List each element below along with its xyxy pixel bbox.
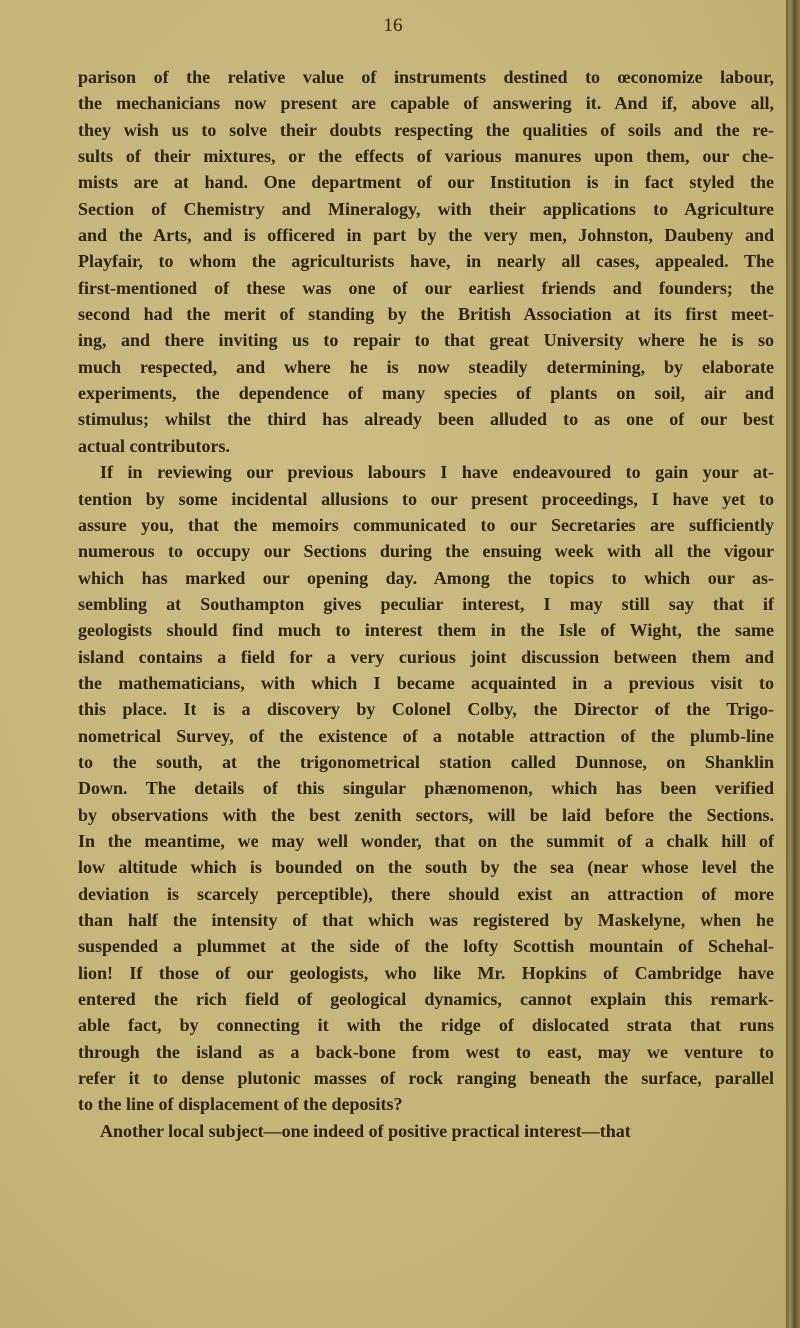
text-line: suspended a plummet at the side of the lofty Scottish mountain of Schehal- bbox=[78, 936, 774, 957]
text-line: second had the merit of standing by the British Association at its first meet- bbox=[78, 304, 774, 325]
text-line: parison of the relative value of instruments destined to œconomize labour, bbox=[78, 67, 774, 87]
text-line: than half the intensity of that which was registered by Maskelyne, when he bbox=[78, 910, 774, 930]
text-line: In the meantime, we may well wonder, that on the summit of a chalk hill of bbox=[78, 830, 774, 851]
text-line: ing, and there inviting us to repair to that great University where he is so bbox=[78, 330, 774, 351]
text-line: sembling at Southampton gives peculiar interest, I may still say that if bbox=[78, 593, 774, 614]
text-line: Down. The details of this singular phænomenon, which has been verified bbox=[78, 778, 774, 799]
text-line: the mathematicians, with which I became acquainted in a previous visit to bbox=[78, 672, 774, 693]
text-line: If in reviewing our previous labours I have endeavoured to gain your at- bbox=[100, 462, 774, 483]
text-line: sults of their mixtures, or the effects of various manures upon them, our che- bbox=[78, 146, 774, 167]
text-line: they wish us to solve their doubts respecting the qualities of soils and the re- bbox=[78, 119, 774, 140]
text-line: low altitude which is bounded on the south by the sea (near whose level the bbox=[78, 857, 774, 878]
text-line: which has marked our opening day. Among the topics to which our as- bbox=[78, 567, 774, 588]
text-line: this place. It is a discovery by Colonel Colby, the Director of the Trigo- bbox=[78, 699, 774, 720]
text-line: refer it to dense plutonic masses of rock ranging beneath the surface, parallel bbox=[78, 1068, 774, 1089]
body-text bbox=[78, 64, 774, 1144]
text-line: much respected, and where he is now steadily determining, by elaborate bbox=[78, 356, 774, 377]
text-line: lion! If those of our geologists, who like Mr. Hopkins of Cambridge have bbox=[78, 962, 774, 983]
text-line: experiments, the dependence of many species of plants on soil, air and bbox=[78, 383, 774, 404]
text-line: through the island as a back-bone from west to east, may we venture to bbox=[78, 1041, 774, 1062]
text-line: deviation is scarcely perceptible), there should exist an attraction of more bbox=[78, 883, 774, 904]
text-line: Another local subject—one indeed of positive practical interest—that bbox=[100, 1120, 631, 1141]
text-line: stimulus; whilst the third has already been alluded to as one of our best bbox=[78, 409, 774, 430]
text-line: to the line of displacement of the deposits? bbox=[78, 1094, 403, 1115]
text-line: first-mentioned of these was one of our earliest friends and founders; the bbox=[78, 277, 774, 298]
text-line: actual contributors. bbox=[78, 435, 230, 456]
text-line: nometrical Survey, of the existence of a notable attraction of the plumb-line bbox=[78, 725, 774, 746]
text-line: Playfair, to whom the agriculturists have, in nearly all cases, appealed. The bbox=[78, 251, 774, 272]
text-line: Section of Chemistry and Mineralogy, with their applications to Agriculture bbox=[78, 198, 774, 219]
text-line: numerous to occupy our Sections during the ensuing week with all the vigour bbox=[78, 541, 774, 562]
text-line: the mechanicians now present are capable of answering it. And if, above all, bbox=[78, 93, 774, 114]
text-line: by observations with the best zenith sectors, will be laid before the Sections. bbox=[78, 804, 774, 825]
text-line: and the Arts, and is officered in part by the very men, Johnston, Daubeny and bbox=[78, 225, 774, 246]
text-line: assure you, that the memoirs communicated to our Secretaries are sufficiently bbox=[78, 514, 774, 535]
text-line: geologists should find much to interest them in the Isle of Wight, the same bbox=[78, 620, 774, 641]
text-line: tention by some incidental allusions to our present proceedings, I have yet to bbox=[78, 488, 774, 509]
text-line: to the south, at the trigonometrical station called Dunnose, on Shanklin bbox=[78, 751, 774, 772]
text-line: mists are at hand. One department of our Institution is in fact styled the bbox=[78, 172, 774, 193]
page-edge bbox=[786, 0, 800, 1328]
text-line: island contains a field for a very curious joint discussion between them and bbox=[78, 646, 774, 667]
page-number: 16 bbox=[383, 15, 403, 36]
text-line: able fact, by connecting it with the ridge of dislocated strata that runs bbox=[78, 1015, 774, 1036]
text-line: entered the rich field of geological dynamics, cannot explain this remark- bbox=[78, 989, 774, 1010]
